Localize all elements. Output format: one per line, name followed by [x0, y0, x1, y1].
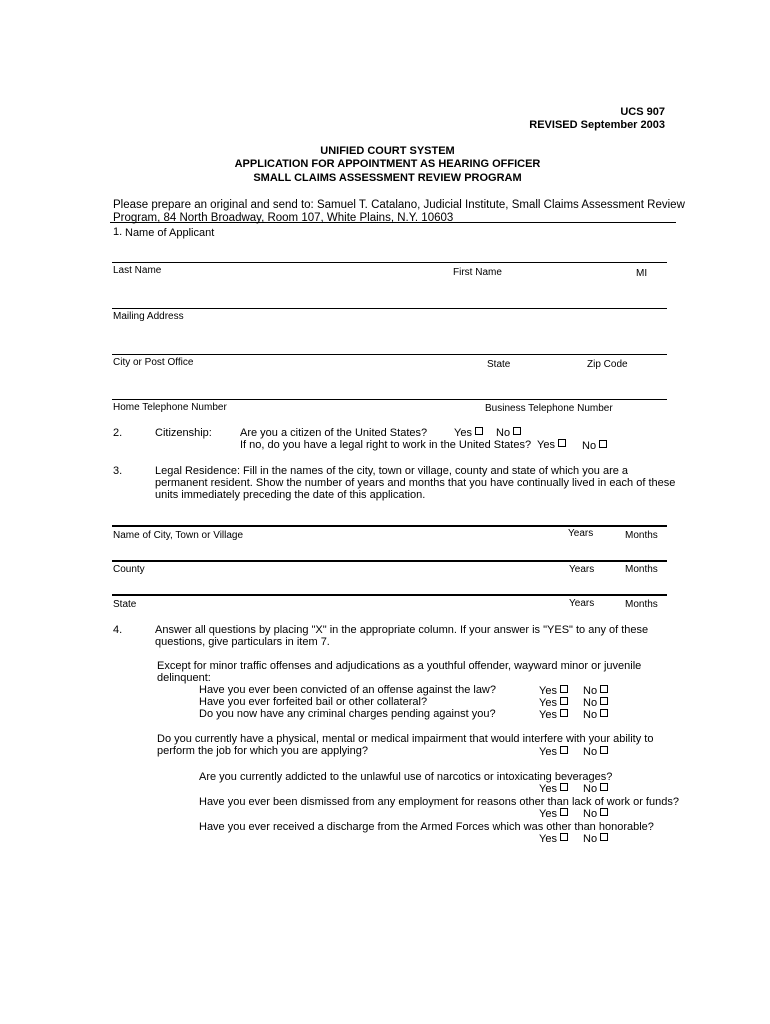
impairment-question-line-2: perform the job for which you are applying? — [157, 745, 368, 757]
impairment-question-line-1: Do you currently have a physical, mental or medical impairment that would interfere with your ability to — [157, 733, 654, 745]
first-name-label: First Name — [453, 267, 502, 278]
residence-state-years: Years — [569, 598, 595, 609]
checkbox-icon — [560, 709, 568, 717]
section3-line-1: Legal Residence: Fill in the names of the city, town or village, county and state of which you are a — [155, 465, 629, 477]
charges-no-checkbox[interactable]: No — [583, 709, 608, 721]
state-label: State — [487, 359, 511, 370]
checkbox-icon — [600, 808, 608, 816]
discharge-question: Have you ever received a discharge from the Armed Forces which was other than honorable? — [199, 821, 654, 833]
section4-intro-1: Answer all questions by placing "X" in the appropriate column. If your answer is "YES" to any of these — [155, 624, 649, 636]
mi-label: MI — [636, 268, 648, 279]
checkbox-icon — [513, 427, 521, 435]
except-line-2: delinquent: — [157, 672, 211, 684]
residence-city-label: Name of City, Town or Village — [113, 530, 244, 541]
residence-county-field[interactable] — [112, 560, 667, 562]
citizen-yes-checkbox[interactable]: Yes — [454, 427, 483, 439]
checkbox-icon — [599, 440, 607, 448]
phone-field[interactable] — [112, 399, 667, 400]
residence-state-field[interactable] — [112, 594, 667, 596]
section4-intro-2: questions, give particulars in item 7. — [155, 636, 330, 648]
section1-number: 1. — [113, 226, 123, 238]
impairment-no-checkbox[interactable]: No — [583, 746, 608, 758]
section3-number: 3. — [113, 465, 123, 477]
checkbox-icon — [600, 783, 608, 791]
section3-line-2: permanent resident. Show the number of years and months that you have continually lived in each of these — [155, 477, 676, 489]
citizen-question: Are you a citizen of the United States? — [240, 427, 428, 439]
checkbox-icon — [600, 833, 608, 841]
section1-title: Name of Applicant — [125, 227, 215, 239]
checkbox-icon — [560, 746, 568, 754]
dismissed-no-checkbox[interactable]: No — [583, 808, 608, 820]
checkbox-icon — [600, 685, 608, 693]
city-field[interactable] — [112, 354, 667, 355]
instructions-line-1: Please prepare an original and send to: Samuel T. Catalano, Judicial Institute, Small Claims Assessment Review — [113, 199, 685, 211]
residence-county-months: Months — [625, 564, 658, 575]
business-phone-label: Business Telephone Number — [485, 403, 613, 414]
forfeited-yes-checkbox[interactable]: Yes — [539, 697, 568, 709]
form-number: UCS 907 — [620, 106, 665, 118]
checkbox-icon — [558, 439, 566, 447]
charges-yes-checkbox[interactable]: Yes — [539, 709, 568, 721]
convicted-no-checkbox[interactable]: No — [583, 685, 608, 697]
revised-date: REVISED September 2003 — [529, 119, 665, 131]
addicted-no-checkbox[interactable]: No — [583, 783, 608, 795]
section4-number: 4. — [113, 624, 123, 636]
checkbox-icon — [560, 783, 568, 791]
title-line-2: APPLICATION FOR APPOINTMENT AS HEARING OFFICER — [234, 158, 541, 170]
discharge-yes-checkbox[interactable]: Yes — [539, 833, 568, 845]
checkbox-icon — [560, 685, 568, 693]
home-phone-label: Home Telephone Number — [113, 402, 227, 413]
residence-state-months: Months — [625, 599, 658, 610]
forfeited-question: Have you ever forfeited bail or other collateral? — [199, 696, 428, 708]
checkbox-icon — [600, 746, 608, 754]
discharge-no-checkbox[interactable]: No — [583, 833, 608, 845]
work-right-no-checkbox[interactable]: No — [582, 440, 607, 452]
checkbox-icon — [600, 709, 608, 717]
convicted-yes-checkbox[interactable]: Yes — [539, 685, 568, 697]
work-right-yes-checkbox[interactable]: Yes — [537, 439, 566, 451]
residence-city-years: Years — [568, 528, 594, 539]
impairment-yes-checkbox[interactable]: Yes — [539, 746, 568, 758]
checkbox-icon — [560, 697, 568, 705]
title-line-3: SMALL CLAIMS ASSESSMENT REVIEW PROGRAM — [253, 172, 522, 184]
section2-number: 2. — [113, 427, 123, 439]
title-line-1: UNIFIED COURT SYSTEM — [320, 145, 455, 157]
except-line-1: Except for minor traffic offenses and adjudications as a youthful offender, wayward minor or juvenile — [157, 660, 642, 672]
last-name-field[interactable] — [112, 262, 667, 263]
checkbox-icon — [560, 808, 568, 816]
forfeited-no-checkbox[interactable]: No — [583, 697, 608, 709]
residence-county-label: County — [113, 564, 145, 575]
citizenship-label: Citizenship: — [155, 427, 212, 439]
city-label: City or Post Office — [113, 357, 194, 368]
checkbox-icon — [560, 833, 568, 841]
charges-question: Do you now have any criminal charges pending against you? — [199, 708, 496, 720]
residence-city-field[interactable] — [112, 525, 667, 527]
section3-line-3: units immediately preceding the date of this application. — [155, 489, 426, 501]
instructions-divider — [110, 222, 676, 223]
residence-state-label: State — [113, 599, 137, 610]
convicted-question: Have you ever been convicted of an offense against the law? — [199, 684, 496, 696]
citizen-no-checkbox[interactable]: No — [496, 427, 521, 439]
checkbox-icon — [600, 697, 608, 705]
mailing-address-label: Mailing Address — [113, 311, 184, 322]
addicted-question: Are you currently addicted to the unlawful use of narcotics or intoxicating beverages? — [199, 771, 613, 783]
dismissed-question: Have you ever been dismissed from any employment for reasons other than lack of work or funds? — [199, 796, 679, 808]
checkbox-icon — [475, 427, 483, 435]
residence-county-years: Years — [569, 564, 595, 575]
work-right-question: If no, do you have a legal right to work in the United States? — [240, 439, 532, 451]
addicted-yes-checkbox[interactable]: Yes — [539, 783, 568, 795]
last-name-label: Last Name — [113, 265, 162, 276]
mailing-address-field[interactable] — [112, 308, 667, 309]
dismissed-yes-checkbox[interactable]: Yes — [539, 808, 568, 820]
zip-label: Zip Code — [587, 359, 628, 370]
residence-city-months: Months — [625, 530, 658, 541]
instructions-line-2: Program, 84 North Broadway, Room 107, White Plains, N.Y. 10603 — [113, 212, 454, 224]
